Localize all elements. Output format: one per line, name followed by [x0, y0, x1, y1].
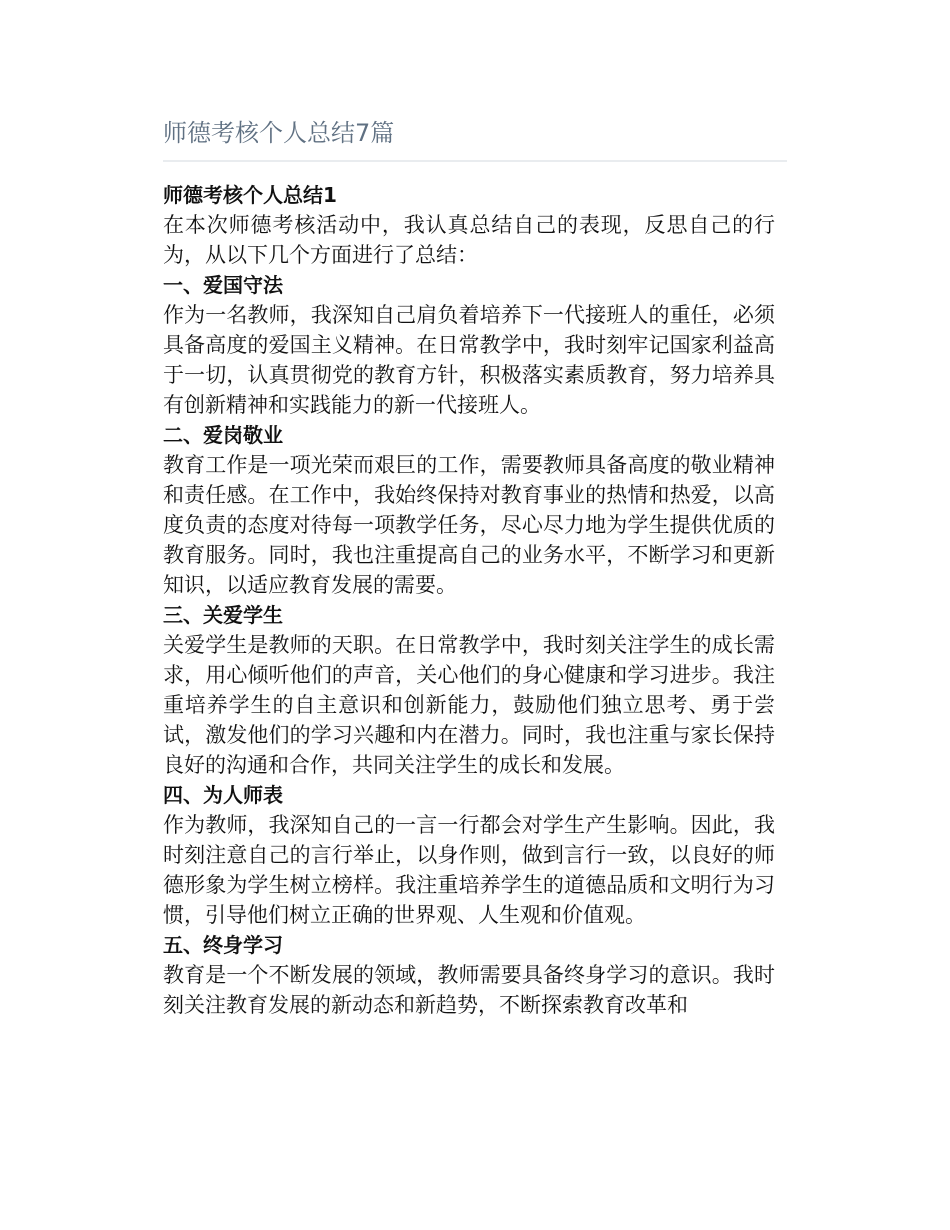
section-heading: 师德考核个人总结1 — [163, 183, 337, 207]
section-heading: 二、爱岗敬业 — [163, 423, 283, 447]
section-role-model — [163, 780, 775, 930]
section-care-students — [163, 600, 775, 780]
section-patriotism — [163, 270, 775, 420]
section-lifelong-learning — [163, 930, 775, 1020]
section-heading: 三、关爱学生 — [163, 603, 283, 627]
section-heading: 五、终身学习 — [163, 933, 283, 957]
title-divider — [163, 160, 787, 162]
section-heading: 四、为人师表 — [163, 783, 283, 807]
section-heading: 一、爱国守法 — [163, 273, 283, 297]
section-paragraph: 关爱学生是教师的天职。在日常教学中，我时刻关注学生的成长需求，用心倾听他们的声音，关心他们的身心健康和学习进步。我注重培养学生的自主意识和创新能力，鼓励他们独立思考、勇于尝试，激发他们的学习兴趣和内在潜力。同时，我也注重与家长保持良好的沟通和合作，共同关注学生的成长和发展。 — [163, 633, 775, 777]
section-paragraph: 教育工作是一项光荣而艰巨的工作，需要教师具备高度的敬业精神和责任感。在工作中，我始终保持对教育事业的热情和热爱，以高度负责的态度对待每一项教学任务，尽心尽力地为学生提供优质的教育服务。同时，我也注重提高自己的业务水平，不断学习和更新知识，以适应教育发展的需要。 — [163, 453, 775, 597]
section-intro — [163, 180, 775, 270]
section-paragraph: 作为教师，我深知自己的一言一行都会对学生产生影响。因此，我时刻注意自己的言行举止，以身作则，做到言行一致，以良好的师德形象为学生树立榜样。我注重培养学生的道德品质和文明行为习惯，引导他们树立正确的世界观、人生观和价值观。 — [163, 813, 775, 927]
section-paragraph: 教育是一个不断发展的领域，教师需要具备终身学习的意识。我时刻关注教育发展的新动态和新趋势，不断探索教育改革和 — [163, 963, 775, 1017]
section-dedication — [163, 420, 775, 600]
document-title: 师德考核个人总结7篇 — [163, 119, 395, 147]
document-body — [163, 180, 775, 1020]
section-paragraph: 在本次师德考核活动中，我认真总结自己的表现，反思自己的行为，从以下几个方面进行了总结： — [163, 213, 775, 267]
section-paragraph: 作为一名教师，我深知自己肩负着培养下一代接班人的重任，必须具备高度的爱国主义精神。在日常教学中，我时刻牢记国家利益高于一切，认真贯彻党的教育方针，积极落实素质教育，努力培养具有创新精神和实践能力的新一代接班人。 — [163, 303, 775, 417]
